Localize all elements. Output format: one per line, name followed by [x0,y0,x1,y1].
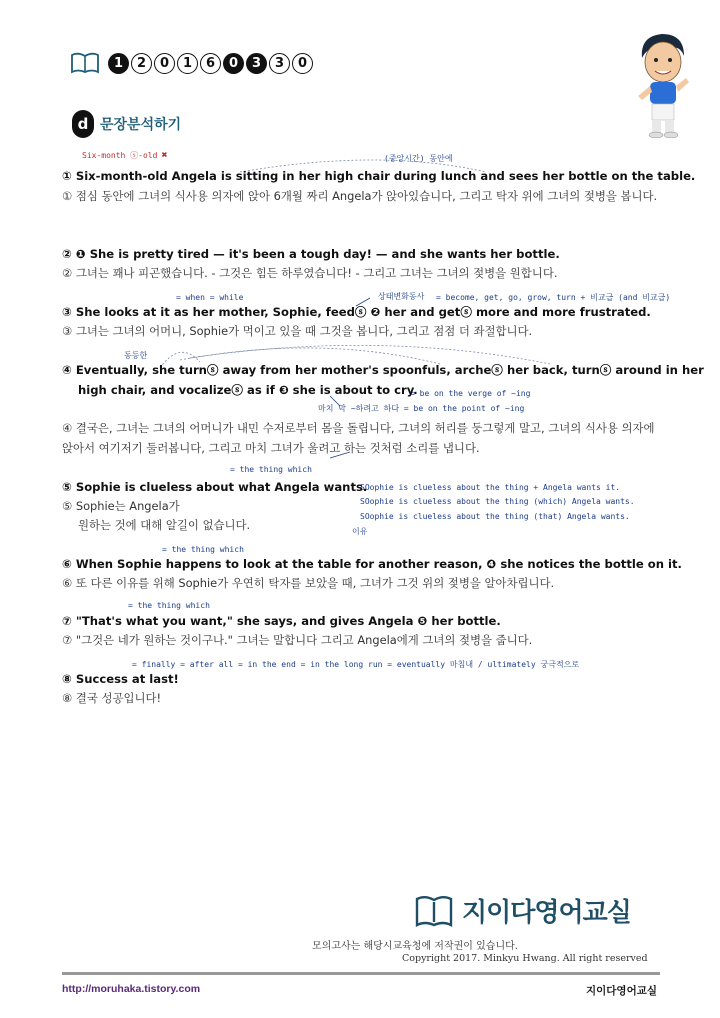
page-header [70,48,313,78]
sentence-2-korean: ② 그녀는 꽤나 피곤했습니다. - 그것은 힘든 하루였습니다! - 그리고 그녀는 그녀의 젖병을 원합니다. [62,266,558,280]
code-digit: 0 [223,53,244,74]
note-six-month: Six-month ⓢ-old ✖ [82,150,168,161]
sentence-6-english: ⑥ When Sophie happens to look at the table for another reason, ❹ she notices the bottle on it. [62,557,682,571]
sentence-1-korean: ① 점심 동안에 그녀의 식사용 의자에 앉아 6개월 짜리 Angela가 앉아있습니다, 그리고 탁자 위에 그녀의 젖병을 봅니다. [62,189,658,203]
sentence-1-english: ① Six-month-old Angela is sitting in her high chair during lunch and sees her bottle on the table. [62,169,696,183]
brand-logo [414,892,631,929]
note-what-3: = the thing which [128,601,210,610]
sentence-5-korean-line2: 원하는 것에 대해 알길이 없습니다. [78,518,251,532]
note-parallel: 동등한 [124,351,148,360]
sentence-7-korean: ⑦ "그것은 네가 원하는 것이구나." 그녀는 말합니다 그리고 Angela에게 그녀의 젖병을 줍니다. [62,633,533,647]
code-digit: 0 [292,53,313,74]
code-digit: 3 [269,53,290,74]
code-digit: 0 [154,53,175,74]
sentence-4-english-line1: ④ Eventually, she turnⓢ away from her mother's spoonfuls, archeⓢ her back, turnⓢ around in her [62,363,704,377]
note-what-2: = the thing which [162,545,244,554]
sentence-3-korean: ③ 그녀는 그녀의 어머니, Sophie가 먹이고 있을 때 그것을 봅니다, 그리고 점점 더 좌절합니다. [62,324,533,338]
footer-brand-name: 지이다영어교실 [586,985,658,997]
note-sophie-3: SOophie is clueless about the thing (that) Angela wants. [360,512,630,521]
note-state-verb: 상태변화동사 [378,292,425,301]
note-verge: = be on the verge of ~ing [410,389,531,398]
note-what-1: = the thing which [230,465,312,474]
mascot-avatar [628,28,698,138]
footer-divider [62,972,660,975]
note-sophie-1: SOophie is clueless about the thing + Angela wants it. [360,483,621,492]
code-digit: 3 [246,53,267,74]
document-code [108,53,313,74]
code-digit: 1 [177,53,198,74]
copyright-line: Copyright 2017. Minkyu Hwang. All right reserved [402,953,648,964]
sentence-5-korean-line1: ⑤ Sophie는 Angela가 [62,499,180,513]
logo-text: 지이다영어교실 [462,898,631,928]
note-sophie-2: SOophie is clueless about the thing (which) Angela wants. [360,497,635,506]
sentence-3-english: ③ She looks at it as her mother, Sophie, feedⓢ ❷ her and getⓢ more and more frustrated. [62,305,651,319]
note-comparatives: = become, get, go, grow, turn + 비교급 (and 비교급) [436,293,671,302]
note-reason: 이유 [352,527,368,536]
section-title: 문장분석하기 [100,117,182,133]
code-digit: 6 [200,53,221,74]
note-as: = when = while [176,293,244,302]
copyright-notice: 모의고사는 해당시교육청에 저작권이 있습니다. [312,941,518,952]
code-digit: 1 [108,53,129,74]
sentence-7-english: ⑦ "That's what you want," she says, and gives Angela ❺ her bottle. [62,614,501,628]
sentence-5-english: ⑤ Sophie is clueless about what Angela wants. [62,480,368,494]
cross-icon: ✖ [161,150,168,161]
sentence-4-korean: ④ 결국은, 그녀는 그녀의 어머니가 내민 수저로부터 몸을 돌립니다, 그녀의 허리를 둥그렇게 말고, 그녀의 식사용 의자에 앉아서 여기저기 둘러봅니다, 그리고 마치 그녀가 울려고 하는 것처럼 소리를 냅니다. [62,421,655,455]
section-badge: d [72,110,94,138]
sentence-2-english: ② ❶ She is pretty tired — it's been a tough day! — and she wants her bottle. [62,247,560,261]
sentence-8-english: ⑧ Success at last! [62,672,179,686]
open-book-icon [70,52,100,74]
footer-url-link[interactable]: http://moruhaka.tistory.com [62,983,201,995]
note-during: (중앙시간) 동안에 [384,154,453,163]
note-about-to: 마치 막 ~하려고 하다 = be on the point of ~ing [318,404,525,413]
logo-book-icon [414,894,454,928]
sentence-6-korean: ⑥ 또 다른 이유를 위해 Sophie가 우연히 탁자를 보았을 때, 그녀가 그것 위의 젖병을 알아차립니다. [62,576,555,590]
section-heading [72,110,181,138]
sentence-4-english-line2: high chair, and vocalizeⓢ as if ❸ she is about to cry. [78,383,418,397]
sentence-8-korean: ⑧ 결국 성공입니다! [62,691,162,705]
note-at-last: = finally = after all = in the end = in the long run = eventually 마침내 / ultimately 궁극적으로 [132,660,580,669]
code-digit: 2 [131,53,152,74]
